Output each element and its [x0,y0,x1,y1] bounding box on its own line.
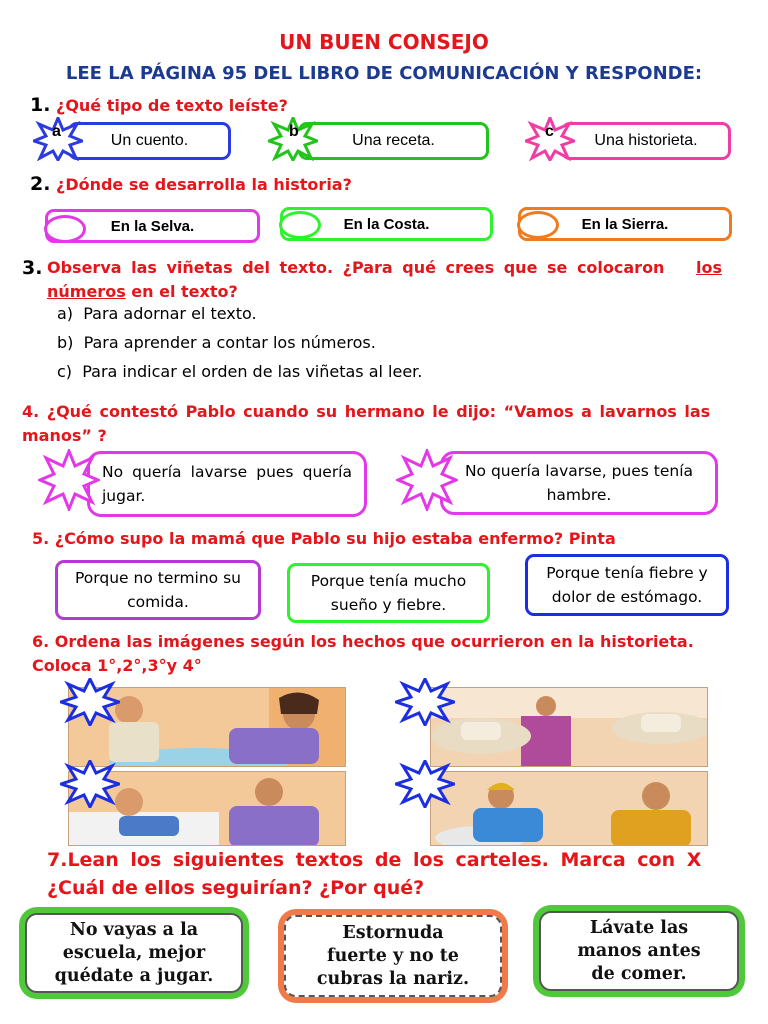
sign-1-line-3: quédate a jugar. [54,965,214,986]
question-3-line1-underlined: los [696,258,722,277]
answer-5b-text: Porque tenía mucho sueño y fiebre. [310,572,467,614]
question-3-text [47,256,722,304]
option-1a-label: Un cuento. [110,132,189,149]
sign-2-line-2: fuerte y no te [327,945,459,966]
sign-2-line-1: Estornuda [342,922,444,943]
page-subtitle: LEE LA PÁGINA 95 DEL LIBRO DE COMUNICACIÓN Y RESPONDE: [65,63,703,84]
sign-2-line-3: cubras la nariz. [316,968,470,989]
question-3-line1-pre: Observa las viñetas del texto. ¿Para qué crees que se colocaron [47,258,675,277]
sign-2[interactable] [278,909,508,1003]
star-icon [396,449,458,511]
question-4-line-2: manos” ? [22,426,107,445]
option-2-selva-label: En la Selva. [110,217,195,235]
story-image-2 [430,687,708,767]
question-1 [30,93,288,118]
star-icon [38,449,100,511]
question-3-line-2 [47,280,722,304]
option-2-sierra-label: En la Sierra. [581,215,669,233]
option-1c-label: Una historieta. [594,132,698,149]
sign-1-line-1: No vayas a la [69,919,199,940]
option-3c[interactable]: c) Para indicar el orden de las viñetas al leer. [57,362,423,381]
question-4-line-1: 4. ¿Qué contestó Pablo cuando su hermano le dijo: “Vamos a lavarnos las [22,402,711,421]
option-1c[interactable] [561,122,731,160]
option-3a[interactable]: a) Para adornar el texto. [57,304,257,323]
star-icon [395,760,455,808]
sign-2-text [284,915,502,997]
star-icon [60,678,120,726]
answer-5a[interactable] [55,560,261,620]
question-4 [22,400,722,448]
answer-5b[interactable] [287,563,490,623]
option-1b-letter: b [289,123,299,140]
answer-5c[interactable] [525,554,729,616]
star-icon [395,678,455,726]
question-6 [32,630,722,678]
answer-4a[interactable] [87,451,367,517]
question-3-number-text: 3. [22,257,43,279]
question-2-number: 2. [30,173,51,195]
page-title: UN BUEN CONSEJO [279,30,489,54]
answer-5c-text: Porque tenía fiebre y dolor de estómago. [546,564,708,606]
answer-4b-text: No quería lavarse, pues tenía hambre. [464,462,694,504]
sign-1[interactable] [19,907,249,999]
sign-1-line-2: escuela, mejor [62,942,206,963]
option-1b-label: Una receta. [352,132,435,149]
question-5: 5. ¿Cómo supo la mamá que Pablo su hijo estaba enfermo? Pinta [32,529,616,548]
question-7 [47,846,722,902]
sign-3-line-2: manos antes [577,940,701,961]
question-2-text: ¿Dónde se desarrolla la historia? [56,175,352,194]
question-3-line2-underlined: números [47,282,126,301]
option-2-costa-circle[interactable] [279,211,321,239]
star-icon [60,760,120,808]
answer-5a-text: Porque no termino su comida. [75,569,241,611]
question-1-text: ¿Qué tipo de texto leíste? [56,96,288,115]
story-illustration [431,688,708,767]
question-6-line-2: Coloca 1°,2°,3°y 4° [32,656,202,675]
story-image-4 [430,771,708,846]
sign-3[interactable] [533,905,745,997]
question-7-line-1: 7.Lean los siguientes textos de los carteles. Marca con X [47,849,702,871]
question-3-line2-post: en el texto? [125,282,238,301]
sign-3-line-1: Lávate las [589,917,689,938]
question-2 [30,172,352,197]
option-1c-letter: c [545,123,554,140]
question-7-line-2: ¿Cuál de ellos seguirían? ¿Por qué? [47,877,425,899]
question-3-number [22,256,42,281]
answer-4a-text: No quería lavarse pues quería jugar. [102,463,352,505]
sign-1-text [25,913,243,993]
sign-3-line-3: de comer. [591,963,687,984]
option-2-sierra-circle[interactable] [517,211,559,239]
sign-3-text [539,911,739,991]
story-illustration [431,772,708,846]
option-1a[interactable] [68,122,231,160]
option-1a-letter: a [52,123,61,140]
option-1b[interactable] [298,122,489,160]
option-2-costa-label: En la Costa. [343,215,430,233]
option-3b[interactable]: b) Para aprender a contar los números. [57,333,376,352]
answer-4b[interactable] [440,451,718,515]
question-6-line-1: 6. Ordena las imágenes según los hechos que ocurrieron en la historieta. [32,632,694,651]
option-2-selva-circle[interactable] [44,215,86,243]
question-1-number: 1. [30,94,51,116]
question-3-line-1 [47,256,722,280]
